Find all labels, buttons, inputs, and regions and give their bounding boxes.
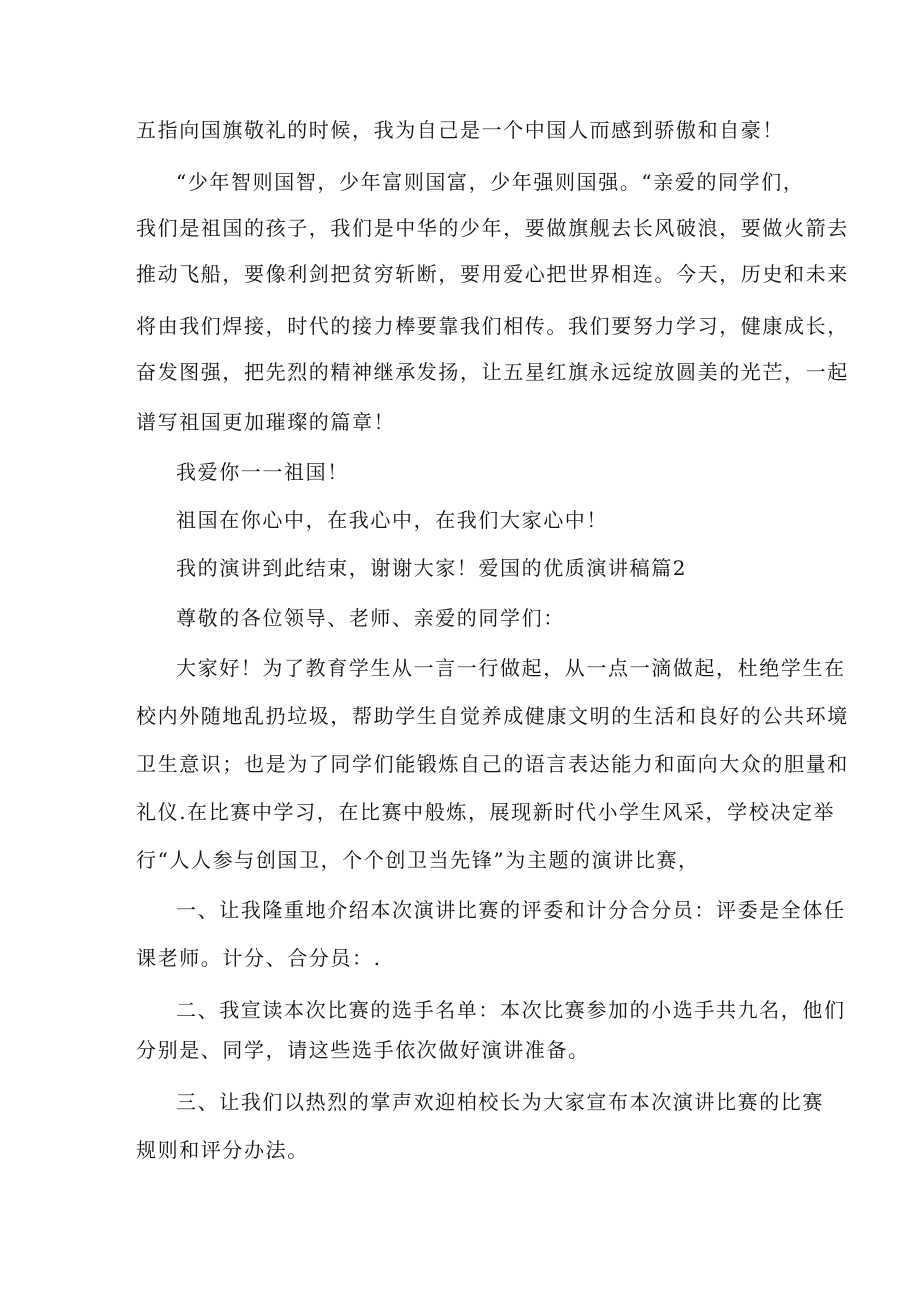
- body-text-line: 我们是祖国的孩子，我们是中华的少年，要做旗舰去长风破浪，要做火箭去: [136, 216, 849, 240]
- body-text-line: 奋发图强，把先烈的精神继承发扬，让五星红旗永远绽放圆美的光芒，一起: [136, 360, 849, 384]
- body-text-line: 将由我们焊接，时代的接力棒要靠我们相传。我们要努力学习，健康成长，: [136, 314, 849, 338]
- body-text-line: 五指向国旗敬礼的时候，我为自己是一个中国人而感到骄傲和自豪！: [136, 118, 784, 142]
- body-text-line: 推动飞船，要像利剑把贫穷斩断，要用爱心把世界相连。今天，历史和未来: [136, 262, 849, 286]
- body-text-line: 谱写祖国更加璀璨的篇章！: [136, 410, 396, 434]
- body-text-line: 祖国在你心中，在我心中，在我们大家心中！: [176, 508, 608, 532]
- body-text-line: 课老师。计分、合分员：.: [136, 946, 382, 970]
- body-text-line: 一、让我隆重地介绍本次演讲比赛的评委和计分合分员：评委是全体任: [176, 898, 846, 922]
- section-heading-line: 我的演讲到此结束，谢谢大家！爱国的优质演讲稿篇2: [176, 556, 688, 580]
- body-text-line: 我爱你一一祖国！: [176, 460, 349, 484]
- body-text-line: 校内外随地乱扔垃圾，帮助学生自觉养成健康文明的生活和良好的公共环境: [136, 704, 849, 728]
- salutation-line: 尊敬的各位领导、老师、亲爱的同学们：: [176, 606, 565, 630]
- body-text-line: 大家好！为了教育学生从一言一行做起，从一点一滴做起，杜绝学生在: [176, 656, 846, 680]
- body-text-line: 规则和评分办法。: [136, 1138, 309, 1162]
- body-text-line: 礼仪.在比赛中学习，在比赛中般炼，展现新时代小学生风采，学校决定举: [136, 800, 836, 824]
- body-text-line: 分别是、同学，请这些选手依次做好演讲准备。: [136, 1038, 590, 1062]
- body-text-line: 卫生意识；也是为了同学们能锻炼自己的语言表达能力和面向大众的胆量和: [136, 752, 849, 776]
- body-text-line: 二、我宣读本次比赛的选手名单：本次比赛参加的小选手共九名，他们: [176, 998, 846, 1022]
- body-text-line: “少年智则国智，少年富则国富，少年强则国强。“亲爱的同学们，: [176, 170, 805, 194]
- body-text-line: 行“人人参与创国卫，个个创卫当先锋”为主题的演讲比赛，: [136, 848, 700, 872]
- body-text-line: 三、让我们以热烈的掌声欢迎柏校长为大家宣布本次演讲比赛的比赛: [176, 1090, 824, 1114]
